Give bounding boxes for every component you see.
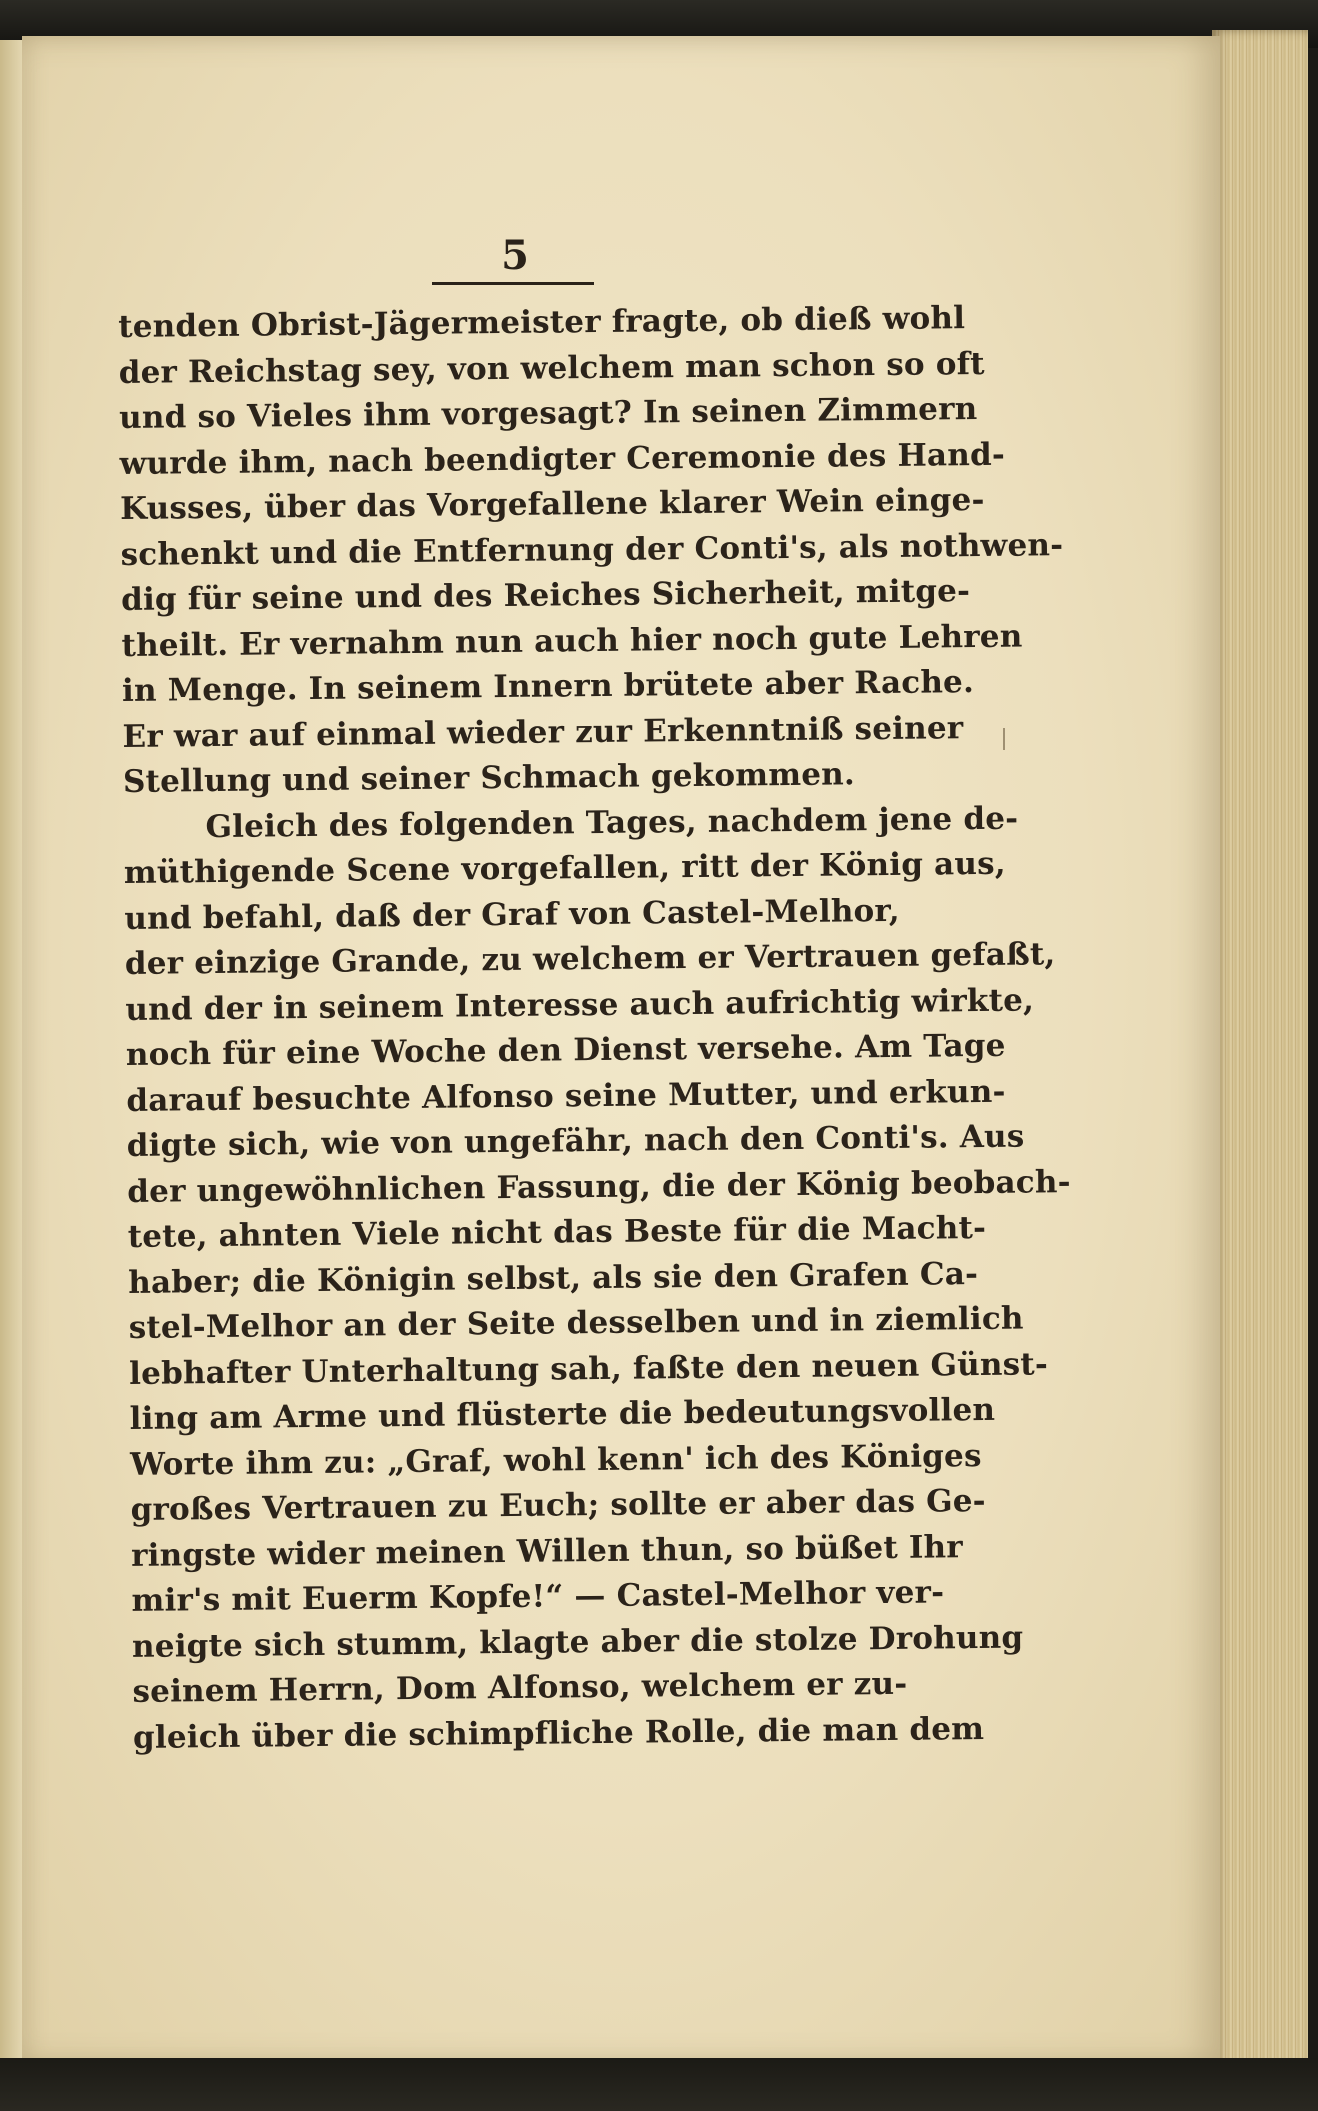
- text-line: darauf besuchte Alfonso seine Mutter, und erkun-: [126, 1073, 1006, 1119]
- text-line: und befahl, daß der Graf von Castel-Melhor,: [124, 892, 900, 937]
- text-line: noch für eine Woche den Dienst versehe. Am Tage: [125, 1027, 1006, 1073]
- text-line: haber; die Königin selbst, als sie den Grafen Ca-: [128, 1255, 979, 1301]
- text-line: ringste wider meinen Willen thun, so büßet Ihr: [130, 1528, 964, 1574]
- page-number: 5: [501, 232, 529, 279]
- text-line: Kusses, über das Vorgefallene klarer Wein einge-: [119, 481, 985, 527]
- text-line: wurde ihm, nach beendigter Ceremonie des Hand-: [119, 436, 1006, 482]
- text-line: neigte sich stumm, klagte aber die stolze Drohung: [131, 1619, 1024, 1665]
- text-line: stel-Melhor an der Seite desselben und in ziemlich: [128, 1300, 1024, 1346]
- text-line: gleich über die schimpfliche Rolle, die man dem: [132, 1710, 985, 1756]
- text-line: theilt. Er vernahm nun auch hier noch gute Lehren: [121, 618, 1023, 664]
- page-stack-edge: [1212, 30, 1308, 2070]
- text-line: tete, ahnten Viele nicht das Beste für die Macht-: [127, 1209, 987, 1255]
- text-line: schenkt und die Entfernung der Conti's, als nothwen-: [120, 526, 1064, 573]
- text-line: in Menge. In seinem Innern brütete aber Rache.: [121, 664, 975, 709]
- text-line: digte sich, wie von ungefähr, nach den Conti's. Aus: [126, 1118, 1025, 1164]
- left-page-edge: [0, 40, 22, 2070]
- paragraph-start-line: Gleich des folgenden Tages, nachdem jene de-: [205, 800, 1019, 845]
- text-line: mir's mit Euerm Kopfe!“ — Castel-Melhor ver-: [131, 1574, 945, 1619]
- text-line: Worte ihm zu: „Graf, wohl kenn' ich des Königes: [129, 1437, 982, 1483]
- text-line: lebhafter Unterhaltung sah, faßte den neuen Günst-: [129, 1345, 1049, 1392]
- text-line: tenden Obrist-Jägermeister fragte, ob dieß wohl: [118, 300, 966, 345]
- text-line: ling am Arme und flüsterte die bedeutungsvollen: [129, 1391, 996, 1437]
- book-cover-bottom: [0, 2058, 1318, 2111]
- text-line: und der in seinem Interesse auch aufrichtig wirkte,: [125, 981, 1035, 1028]
- header-rule: [432, 282, 594, 285]
- text-line: seinem Herrn, Dom Alfonso, welchem er zu-: [132, 1665, 908, 1710]
- text-line: der einzige Grande, zu welchem er Vertrauen gefaßt,: [124, 936, 1056, 982]
- text-line: Er war auf einmal wieder zur Erkenntniß seiner: [122, 709, 964, 755]
- text-line: der Reichstag sey, von welchem man schon so oft: [118, 345, 985, 391]
- stray-ink-mark: [1003, 728, 1005, 750]
- text-line: müthigende Scene vorgefallen, ritt der König aus,: [123, 845, 1006, 891]
- text-line: der ungewöhnlichen Fassung, die der König beobach-: [127, 1163, 1071, 1210]
- text-line: großes Vertrauen zu Euch; sollte er aber das Ge-: [130, 1482, 986, 1528]
- text-line: Stellung und seiner Schmach gekommen.: [122, 756, 856, 800]
- text-line: dig für seine und des Reiches Sicherheit, mitge-: [120, 573, 971, 618]
- body-text: [118, 296, 1071, 1761]
- text-line: und so Vieles ihm vorgesagt? In seinen Zimmern: [118, 391, 978, 436]
